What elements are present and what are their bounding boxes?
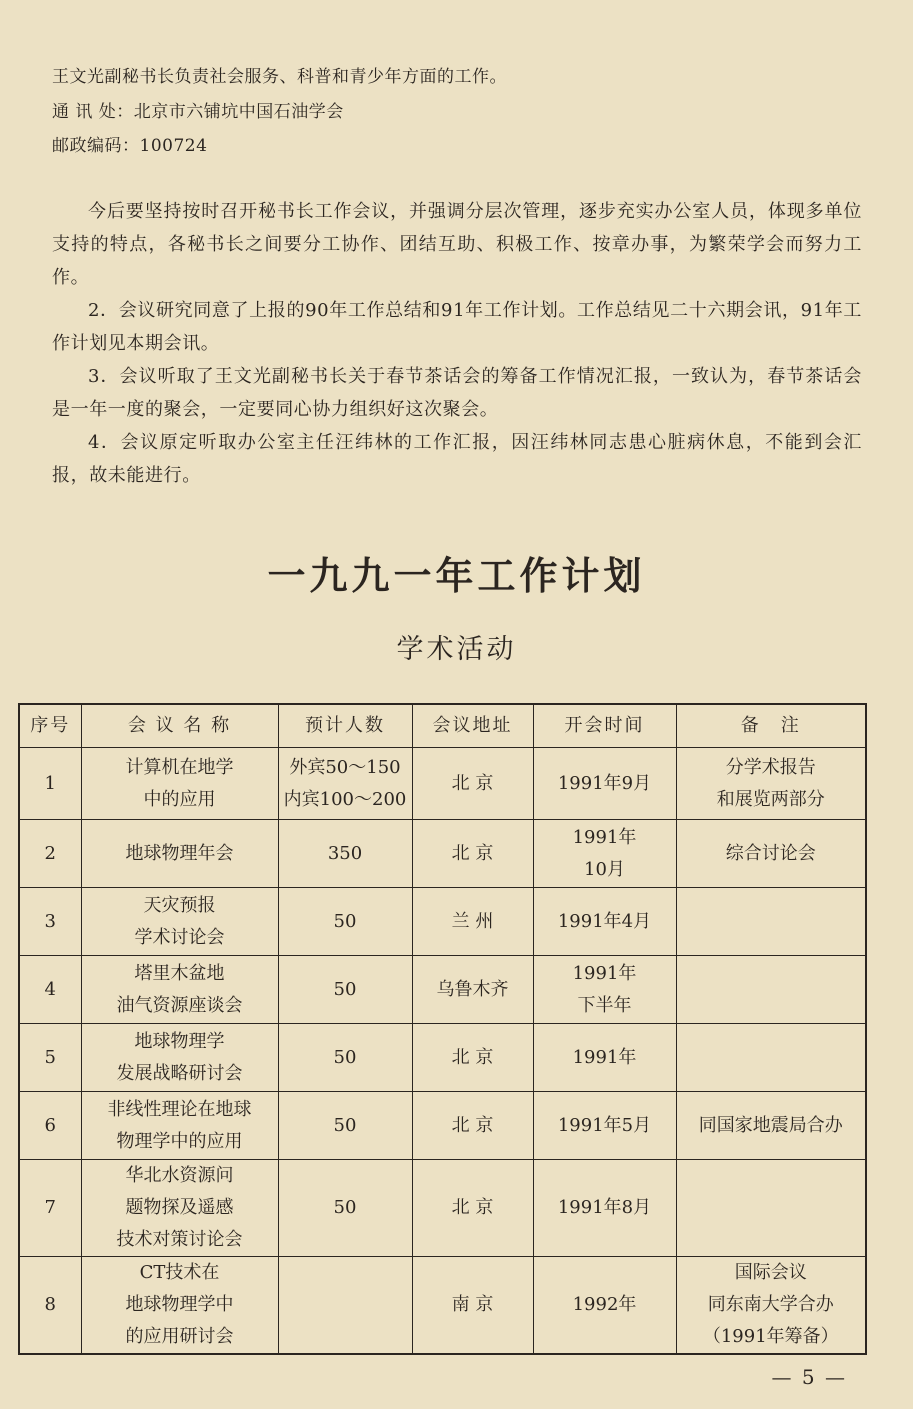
cell-time: 1991年5月	[533, 1092, 676, 1160]
header-line-3: 邮政编码：100724	[52, 136, 208, 156]
body-text	[52, 195, 862, 492]
paragraph-2: 2．会议研究同意了上报的90年工作总结和91年工作计划。工作总结见二十六期会讯，91年工作计划见本期会讯。	[52, 300, 862, 354]
paragraph-1: 今后要坚持按时召开秘书长工作会议，并强调分层次管理，逐步充实办公室人员，体现多单位支持的特点，各秘书长之间要分工协作、团结互助、积极工作、按章办事，为繁荣学会而努力工作。	[52, 201, 862, 288]
cell-name: 地球物理学 发展战略研讨会	[81, 1024, 278, 1092]
cell-count: 外宾50～150 内宾100～200	[278, 748, 412, 820]
cell-name: 地球物理年会	[81, 820, 278, 888]
page-title: 一九九一年工作计划	[267, 554, 646, 598]
col-header-name: 会 议 名 称	[81, 704, 278, 748]
table-row	[19, 1257, 866, 1355]
col-header-time: 开会时间	[533, 704, 676, 748]
cell-place: 兰 州	[412, 888, 533, 956]
table-header-row	[19, 704, 866, 748]
cell-name: 计算机在地学 中的应用	[81, 748, 278, 820]
cell-place: 北 京	[412, 748, 533, 820]
cell-time: 1992年	[533, 1257, 676, 1355]
cell-place: 北 京	[412, 1092, 533, 1160]
cell-note	[676, 1160, 866, 1257]
cell-name: 天灾预报 学术讨论会	[81, 888, 278, 956]
cell-no: 5	[19, 1024, 81, 1092]
cell-time: 1991年8月	[533, 1160, 676, 1257]
cell-note	[676, 888, 866, 956]
table-row	[19, 1092, 866, 1160]
cell-note: 国际会议 同东南大学合办 （1991年筹备）	[676, 1257, 866, 1355]
table-row	[19, 888, 866, 956]
cell-note: 综合讨论会	[676, 820, 866, 888]
col-header-note: 备 注	[676, 704, 866, 748]
cell-no: 3	[19, 888, 81, 956]
cell-no: 8	[19, 1257, 81, 1355]
cell-name: 塔里木盆地 油气资源座谈会	[81, 956, 278, 1024]
cell-no: 2	[19, 820, 81, 888]
cell-time: 1991年9月	[533, 748, 676, 820]
cell-count	[278, 1257, 412, 1355]
cell-time: 1991年4月	[533, 888, 676, 956]
col-header-place: 会议地址	[412, 704, 533, 748]
cell-count: 50	[278, 956, 412, 1024]
cell-name: 非线性理论在地球 物理学中的应用	[81, 1092, 278, 1160]
cell-time: 1991年 10月	[533, 820, 676, 888]
cell-place: 乌鲁木齐	[412, 956, 533, 1024]
cell-count: 50	[278, 1092, 412, 1160]
cell-count: 50	[278, 1024, 412, 1092]
cell-no: 7	[19, 1160, 81, 1257]
cell-place: 北 京	[412, 820, 533, 888]
cell-no: 4	[19, 956, 81, 1024]
table-row	[19, 956, 866, 1024]
table-row	[19, 1024, 866, 1092]
cell-note: 分学术报告 和展览两部分	[676, 748, 866, 820]
cell-note: 同国家地震局合办	[676, 1092, 866, 1160]
table-row	[19, 820, 866, 888]
cell-note	[676, 956, 866, 1024]
page-number: — 5 —	[771, 1365, 847, 1389]
paragraph-3: 3．会议听取了王文光副秘书长关于春节茶话会的筹备工作情况汇报，一致认为，春节茶话会是一年一度的聚会，一定要同心协力组织好这次聚会。	[52, 366, 862, 420]
cell-name: CT技术在 地球物理学中 的应用研讨会	[81, 1257, 278, 1355]
cell-place: 北 京	[412, 1024, 533, 1092]
table-row	[19, 1160, 866, 1257]
cell-name: 华北水资源问 题物探及遥感 技术对策讨论会	[81, 1160, 278, 1257]
cell-place: 南 京	[412, 1257, 533, 1355]
activity-table	[18, 703, 867, 1355]
cell-time: 1991年 下半年	[533, 956, 676, 1024]
cell-place: 北 京	[412, 1160, 533, 1257]
cell-note	[676, 1024, 866, 1092]
header-line-1: 王文光副秘书长负责社会服务、科普和青少年方面的工作。	[52, 67, 507, 87]
cell-count: 50	[278, 888, 412, 956]
cell-count: 350	[278, 820, 412, 888]
col-header-no: 序号	[19, 704, 81, 748]
col-header-count: 预计人数	[278, 704, 412, 748]
section-subtitle: 学术活动	[396, 634, 517, 665]
paragraph-4: 4．会议原定听取办公室主任汪纬林的工作汇报，因汪纬林同志患心脏病休息，不能到会汇报，故未能进行。	[52, 432, 862, 486]
cell-count: 50	[278, 1160, 412, 1257]
cell-no: 6	[19, 1092, 81, 1160]
table-row	[19, 748, 866, 820]
cell-time: 1991年	[533, 1024, 676, 1092]
header-line-2: 通 讯 处：北京市六铺坑中国石油学会	[52, 102, 344, 122]
cell-no: 1	[19, 748, 81, 820]
